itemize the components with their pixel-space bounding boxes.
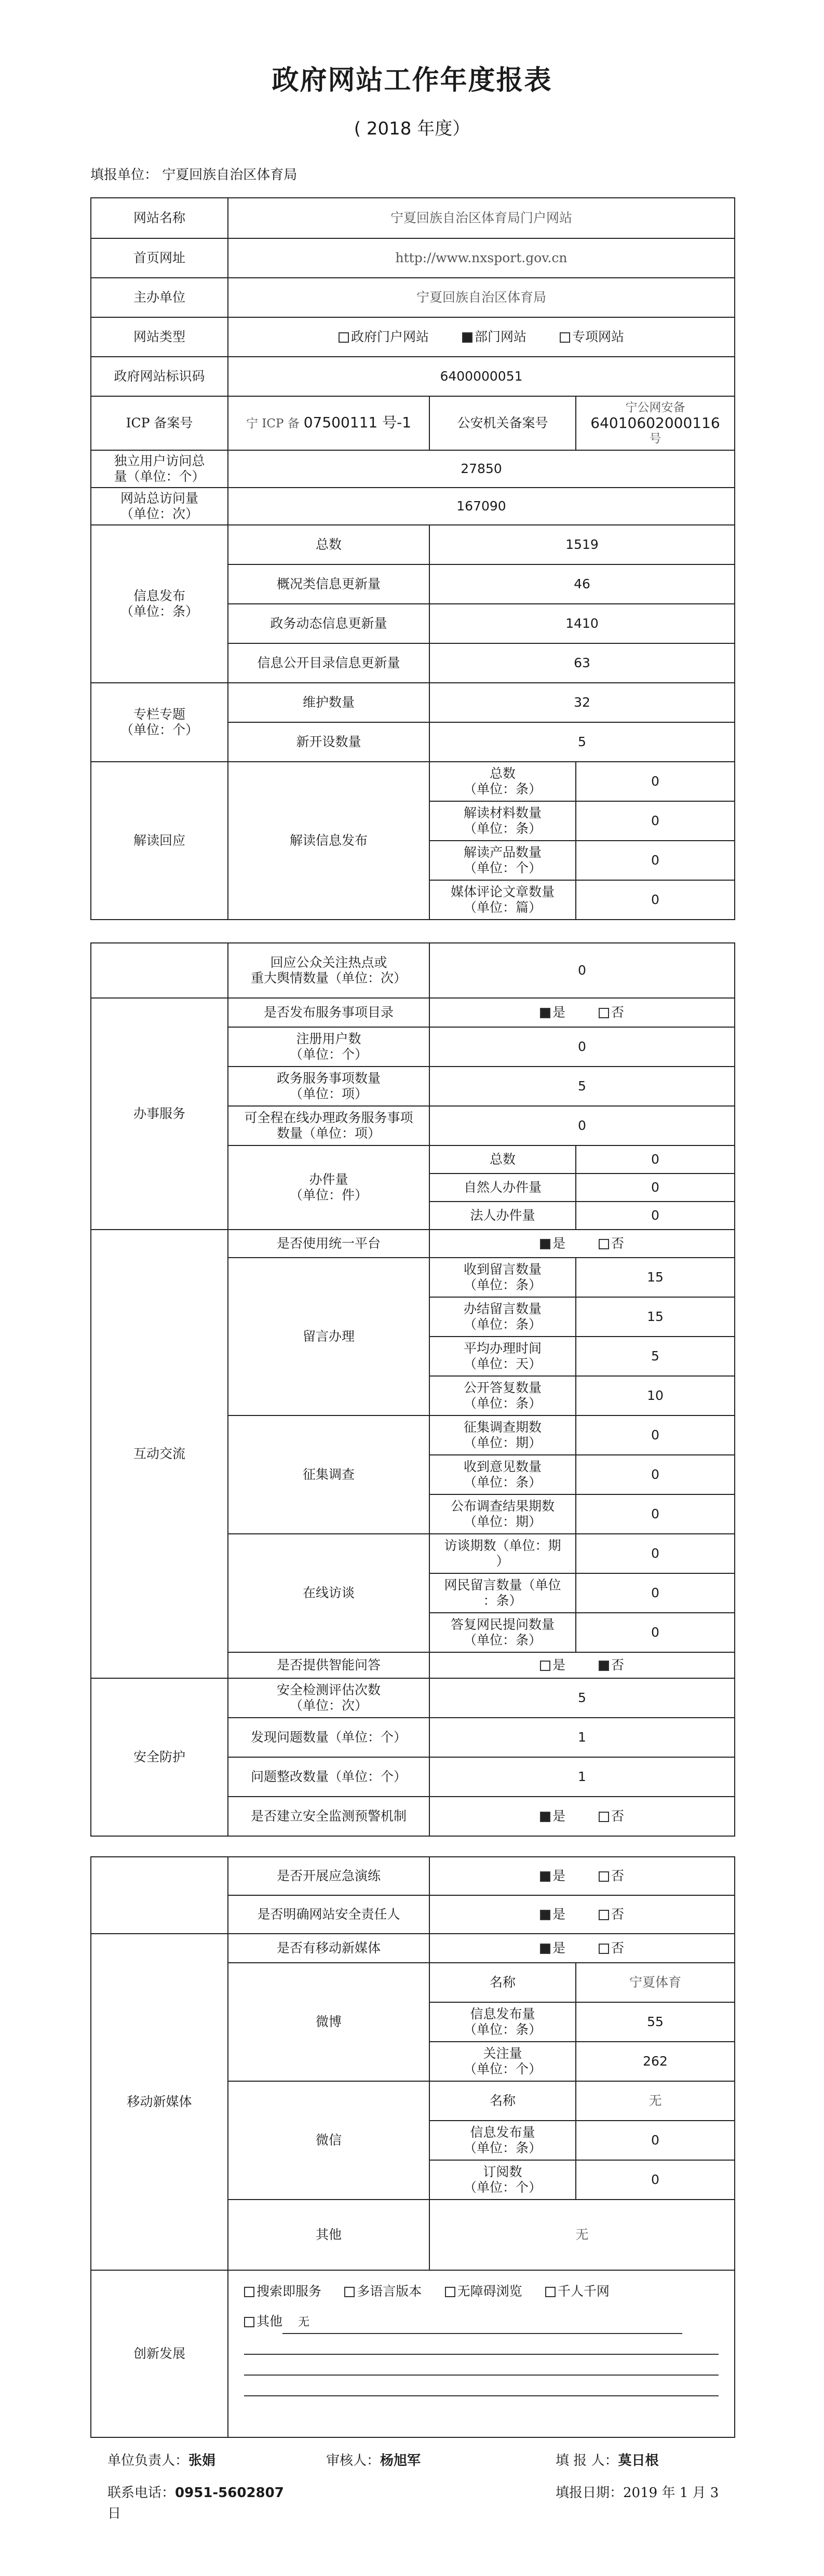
interpret-row-label: 解读材料数量 （单位：条） xyxy=(429,801,576,841)
uv-label: 独立用户访问总 量（单位：个） xyxy=(91,450,228,488)
option-yes[interactable]: 是 xyxy=(540,1005,565,1020)
interpret-row-value: 0 xyxy=(576,880,735,920)
respond-value: 0 xyxy=(429,943,735,998)
survey-row-value: 0 xyxy=(576,1415,735,1455)
security-duty-label: 是否明确网站安全责任人 xyxy=(228,1895,429,1934)
security-check-value: 5 xyxy=(429,1678,735,1718)
filling-unit: 填报单位： 宁夏回族自治区体育局 xyxy=(90,167,298,183)
checkbox-unchecked-icon xyxy=(599,1812,609,1822)
handle-row-value: 0 xyxy=(576,1174,735,1202)
wechat-name-label: 名称 xyxy=(429,2081,576,2121)
msg-row-label: 办结留言数量 （单位：条） xyxy=(429,1297,576,1337)
survey-row-label: 收到意见数量 （单位：条） xyxy=(429,1455,576,1494)
security-fixed-label: 问题整改数量（单位：个） xyxy=(228,1757,429,1797)
site-org-value: 宁夏回族自治区体育局 xyxy=(228,278,735,317)
survey-row-value: 0 xyxy=(576,1494,735,1534)
weibo-posts-label: 信息发布量 （单位：条） xyxy=(429,2002,576,2042)
option-other[interactable]: 其他 xyxy=(244,2311,282,2332)
msg-row-value: 15 xyxy=(576,1258,735,1297)
info-publish-label: 信息发布 （单位：条） xyxy=(91,525,228,683)
checkbox-checked-icon xyxy=(540,1008,550,1018)
option-yes[interactable]: 是 xyxy=(540,1809,565,1824)
police-value: 宁公网安备 64010602000116 号 xyxy=(576,396,735,450)
innovation-option-row xyxy=(244,2281,719,2302)
site-name-value: 宁夏回族自治区体育局门户网站 xyxy=(228,198,735,238)
site-url-label: 首页网址 xyxy=(91,238,228,278)
uv-value: 27850 xyxy=(228,450,735,488)
security-found-label: 发现问题数量（单位：个） xyxy=(228,1718,429,1757)
weibo-fans-label: 关注量 （单位：个） xyxy=(429,2042,576,2081)
option-no[interactable]: 否 xyxy=(599,1940,624,1956)
checkbox-checked-icon xyxy=(540,1910,550,1920)
option-no[interactable]: 否 xyxy=(599,1236,624,1251)
interpret-row-label: 解读产品数量 （单位：个） xyxy=(429,841,576,880)
wechat-posts-value: 0 xyxy=(576,2121,735,2160)
interact-label: 互动交流 xyxy=(91,1230,228,1678)
interact-platform-options xyxy=(429,1230,735,1258)
checkbox-unchecked-icon xyxy=(599,1239,609,1249)
option-no[interactable]: 否 xyxy=(599,1005,624,1020)
footer-reviewer: 审核人：杨旭军 xyxy=(326,2453,421,2469)
checkbox-unchecked-icon xyxy=(244,2287,254,2297)
handle-row-value: 0 xyxy=(576,1145,735,1174)
weibo-name-label: 名称 xyxy=(429,1963,576,2002)
interpret-row-value: 0 xyxy=(576,762,735,801)
mobile-media-label: 移动新媒体 xyxy=(91,1934,228,2270)
column-new-value: 5 xyxy=(429,722,735,762)
service-users-value: 0 xyxy=(429,1027,735,1067)
security-found-value: 1 xyxy=(429,1718,735,1757)
innovation-options xyxy=(228,2270,735,2437)
handle-row-label: 自然人办件量 xyxy=(429,1174,576,1202)
msg-row-value: 15 xyxy=(576,1297,735,1337)
handle-row-label: 法人办件量 xyxy=(429,1202,576,1230)
interpret-row-value: 0 xyxy=(576,841,735,880)
footer-filler: 填 报 人：莫日根 xyxy=(556,2453,659,2469)
talk-row-label: 访谈期数（单位：期 ） xyxy=(429,1534,576,1573)
checkbox-unchecked-icon xyxy=(599,1871,609,1882)
checkbox-unchecked-icon xyxy=(599,1910,609,1920)
interpret-row-label: 媒体评论文章数量 （单位：篇） xyxy=(429,880,576,920)
site-type-options xyxy=(228,317,735,357)
weibo-posts-value: 55 xyxy=(576,2002,735,2042)
service-online-label: 可全程在线办理政务服务事项 数量（单位：项） xyxy=(228,1106,429,1145)
site-url-value: http://www.nxsport.gov.cn xyxy=(228,238,735,278)
checkbox-unchecked-icon xyxy=(344,2287,355,2297)
blank-line xyxy=(244,2334,719,2355)
site-code-label: 政府网站标识码 xyxy=(91,357,228,396)
report-table-part1 xyxy=(90,197,735,920)
security-drill-options xyxy=(429,1857,735,1895)
footer-phone: 联系电话：0951-5602807 xyxy=(107,2485,284,2501)
option-no[interactable]: 否 xyxy=(599,1868,624,1884)
msg-row-label: 平均办理时间 （单位：天） xyxy=(429,1337,576,1376)
interpret-row-value: 0 xyxy=(576,801,735,841)
talk-row-value: 0 xyxy=(576,1573,735,1613)
security-duty-options xyxy=(429,1895,735,1934)
option-yes[interactable]: 是 xyxy=(540,1236,565,1251)
column-maintain-label: 维护数量 xyxy=(228,683,429,722)
column-maintain-value: 32 xyxy=(429,683,735,722)
talk-row-label: 答复网民提问数量 （单位：条） xyxy=(429,1613,576,1652)
interpret-row-label: 总数 （单位：条） xyxy=(429,762,576,801)
option-yes[interactable]: 是 xyxy=(540,1868,565,1884)
type-option-department[interactable]: 部门网站 xyxy=(462,329,526,345)
interpret-label: 解读回应 xyxy=(91,762,228,920)
info-open-value: 63 xyxy=(429,643,735,683)
info-overview-label: 概况类信息更新量 xyxy=(228,564,429,604)
icp-value: 宁 ICP 备 07500111 号-1 xyxy=(228,396,429,450)
msg-row-value: 5 xyxy=(576,1337,735,1376)
service-users-label: 注册用户数 （单位：个） xyxy=(228,1027,429,1067)
innovation-other-value: 无 xyxy=(282,2312,682,2334)
column-new-label: 新开设数量 xyxy=(228,722,429,762)
wechat-posts-label: 信息发布量 （单位：条） xyxy=(429,2121,576,2160)
security-monitor-options xyxy=(429,1797,735,1836)
survey-row-label: 征集调查期数 （单位：期） xyxy=(429,1415,576,1455)
site-code-value: 6400000051 xyxy=(228,357,735,396)
site-org-label: 主办单位 xyxy=(91,278,228,317)
service-catalog-options xyxy=(429,998,735,1027)
option-yes[interactable]: 是 xyxy=(540,1907,565,1922)
msg-row-value: 10 xyxy=(576,1376,735,1415)
option-yes[interactable]: 是 xyxy=(540,1657,565,1673)
blank-line xyxy=(244,2355,719,2376)
icp-label: ICP 备案号 xyxy=(91,396,228,450)
security-cont-blank xyxy=(91,1857,228,1934)
respond-label: 回应公众关注热点或 重大舆情数量（单位：次） xyxy=(228,943,429,998)
footer-head: 单位负责人：张娟 xyxy=(107,2453,216,2469)
checkbox-checked-icon xyxy=(540,1944,550,1954)
info-open-label: 信息公开目录信息更新量 xyxy=(228,643,429,683)
checkbox-checked-icon xyxy=(540,1871,550,1882)
info-news-label: 政务动态信息更新量 xyxy=(228,604,429,643)
smart-qa-label: 是否提供智能问答 xyxy=(228,1652,429,1678)
checkbox-checked-icon xyxy=(599,1661,609,1671)
column-topic-label: 专栏专题 （单位：个） xyxy=(91,683,228,762)
blank-line xyxy=(244,2376,719,2396)
page-title: 政府网站工作年度报表 xyxy=(272,65,552,96)
info-total-value: 1519 xyxy=(429,525,735,564)
innovation-other-row xyxy=(244,2311,719,2334)
pv-value: 167090 xyxy=(228,488,735,525)
handle-row-label: 总数 xyxy=(429,1145,576,1174)
service-label: 办事服务 xyxy=(91,998,228,1230)
mobile-has-label: 是否有移动新媒体 xyxy=(228,1934,429,1963)
option-no[interactable]: 否 xyxy=(599,1907,624,1922)
mobile-has-options xyxy=(429,1934,735,1963)
info-news-value: 1410 xyxy=(429,604,735,643)
pv-label: 网站总访问量 （单位：次） xyxy=(91,488,228,525)
talk-row-label: 网民留言数量（单位 ：条） xyxy=(429,1573,576,1613)
wechat-subs-value: 0 xyxy=(576,2160,735,2200)
survey-row-label: 公布调查结果期数 （单位：期） xyxy=(429,1494,576,1534)
security-label: 安全防护 xyxy=(91,1678,228,1836)
weibo-name-value: 宁夏体育 xyxy=(576,1963,735,2002)
checkbox-unchecked-icon xyxy=(599,1944,609,1954)
report-year: ( 2018 年度） xyxy=(354,118,470,139)
security-check-label: 安全检测评估次数 （单位：次） xyxy=(228,1678,429,1718)
msg-handle-label: 留言办理 xyxy=(228,1258,429,1415)
talk-label: 在线访谈 xyxy=(228,1534,429,1652)
checkbox-unchecked-icon xyxy=(560,332,570,343)
checkbox-unchecked-icon xyxy=(540,1661,550,1671)
mobile-other-label: 其他 xyxy=(228,2200,429,2270)
respond-left-blank xyxy=(91,943,228,998)
handle-row-value: 0 xyxy=(576,1202,735,1230)
site-name-label: 网站名称 xyxy=(91,198,228,238)
msg-row-label: 公开答复数量 （单位：条） xyxy=(429,1376,576,1415)
security-fixed-value: 1 xyxy=(429,1757,735,1797)
wechat-label: 微信 xyxy=(228,2081,429,2200)
report-table-part3 xyxy=(90,1856,735,2438)
type-option-special[interactable]: 专项网站 xyxy=(560,329,624,345)
interact-platform-label: 是否使用统一平台 xyxy=(228,1230,429,1258)
wechat-subs-label: 订阅数 （单位：个） xyxy=(429,2160,576,2200)
weibo-fans-value: 262 xyxy=(576,2042,735,2081)
weibo-label: 微博 xyxy=(228,1963,429,2081)
type-option-portal[interactable]: 政府门户网站 xyxy=(339,329,429,345)
survey-row-value: 0 xyxy=(576,1455,735,1494)
smart-qa-options xyxy=(429,1652,735,1678)
service-items-value: 5 xyxy=(429,1067,735,1106)
checkbox-unchecked-icon xyxy=(244,2317,254,2327)
checkbox-unchecked-icon xyxy=(445,2287,455,2297)
option-yes[interactable]: 是 xyxy=(540,1940,565,1956)
footer-date-tail: 日 xyxy=(107,2506,121,2521)
option-no[interactable]: 否 xyxy=(599,1809,624,1824)
innovation-label: 创新发展 xyxy=(91,2270,228,2437)
security-drill-label: 是否开展应急演练 xyxy=(228,1857,429,1895)
site-type-label: 网站类型 xyxy=(91,317,228,357)
option-personalized[interactable]: 千人千网 xyxy=(545,2281,610,2302)
option-search-service[interactable]: 搜索即服务 xyxy=(244,2281,321,2302)
police-label: 公安机关备案号 xyxy=(429,396,576,450)
mobile-other-value: 无 xyxy=(429,2200,735,2270)
wechat-name-value: 无 xyxy=(576,2081,735,2121)
info-total-label: 总数 xyxy=(228,525,429,564)
footer-date: 填报日期：2019 年 1 月 3 xyxy=(556,2485,719,2501)
option-multilingual[interactable]: 多语言版本 xyxy=(344,2281,422,2302)
info-overview-value: 46 xyxy=(429,564,735,604)
report-table-part2 xyxy=(90,942,735,1837)
option-accessible[interactable]: 无障碍浏览 xyxy=(445,2281,522,2302)
service-items-label: 政务服务事项数量 （单位：项） xyxy=(228,1067,429,1106)
talk-row-value: 0 xyxy=(576,1534,735,1573)
checkbox-checked-icon xyxy=(462,332,472,343)
checkbox-checked-icon xyxy=(540,1812,550,1822)
service-catalog-label: 是否发布服务事项目录 xyxy=(228,998,429,1027)
checkbox-unchecked-icon xyxy=(545,2287,556,2297)
survey-label: 征集调查 xyxy=(228,1415,429,1534)
interpret-sub-label: 解读信息发布 xyxy=(228,762,429,920)
talk-row-value: 0 xyxy=(576,1613,735,1652)
checkbox-unchecked-icon xyxy=(599,1008,609,1018)
security-monitor-label: 是否建立安全监测预警机制 xyxy=(228,1797,429,1836)
service-handle-label: 办件量 （单位：件） xyxy=(228,1145,429,1230)
checkbox-checked-icon xyxy=(540,1239,550,1249)
service-online-value: 0 xyxy=(429,1106,735,1145)
msg-row-label: 收到留言数量 （单位：条） xyxy=(429,1258,576,1297)
option-no[interactable]: 否 xyxy=(599,1657,624,1673)
checkbox-unchecked-icon xyxy=(339,332,349,343)
